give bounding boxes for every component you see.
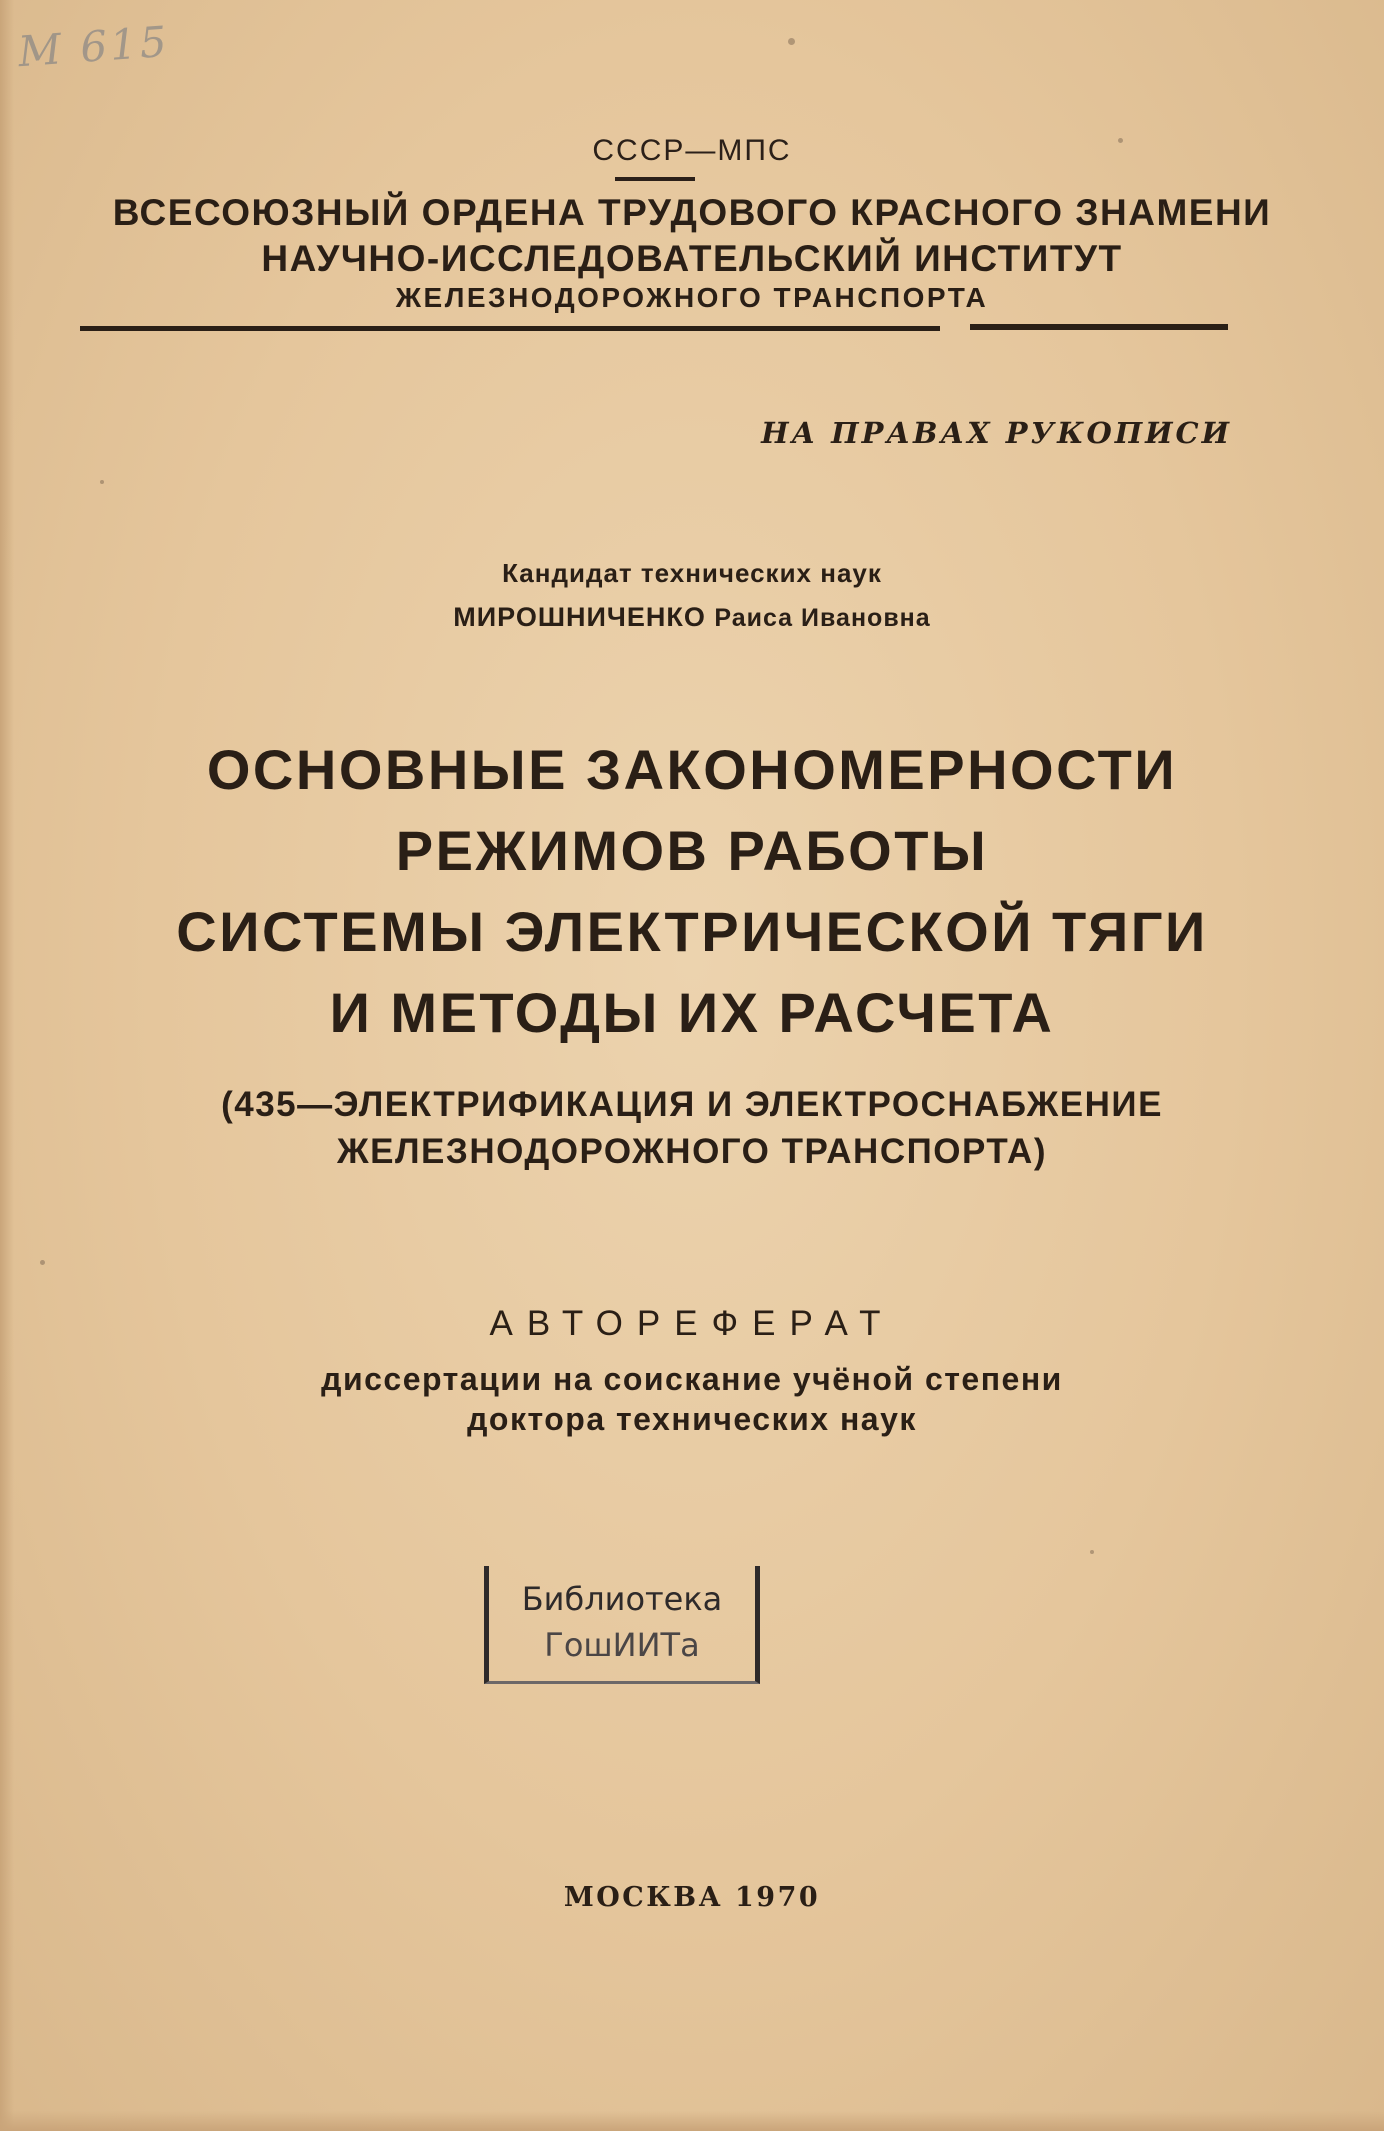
paper-speck <box>100 480 104 484</box>
manuscript-rights-note: НА ПРАВАХ РУКОПИСИ <box>761 416 1232 450</box>
author-name <box>0 602 1384 633</box>
institute-name-line-1: ВСЕСОЮЗНЫЙ ОРДЕНА ТРУДОВОГО КРАСНОГО ЗНАМЕНИ <box>112 192 1272 233</box>
author-degree: Кандидат технических наук <box>502 558 882 588</box>
page-edge-shadow <box>0 0 14 2131</box>
abstract-label: АВТОРЕФЕРАТ <box>489 1304 895 1343</box>
publication-place-year: МОСКВА 1970 <box>563 1882 821 1913</box>
author-surname: МИРОШНИЧЕНКО <box>453 602 706 632</box>
ministry-header: СССР—МПС <box>592 134 792 167</box>
paper-speck <box>40 1260 45 1265</box>
header-rule-right <box>970 324 1228 330</box>
handwritten-note: M 615 <box>16 16 172 77</box>
dissertation-line-2: доктора технических наук <box>467 1401 917 1437</box>
header-rule-left <box>80 326 940 331</box>
title-line-1: ОСНОВНЫЕ ЗАКОНОМЕРНОСТИ <box>206 738 1178 801</box>
library-stamp <box>484 1566 760 1684</box>
paper-speck <box>1118 138 1123 143</box>
specialty-line-2: ЖЕЛЕЗНОДОРОЖНОГО ТРАНСПОРТА) <box>337 1132 1047 1171</box>
title-line-4: И МЕТОДЫ ИХ РАСЧЕТА <box>329 981 1055 1044</box>
paper-speck <box>1090 1550 1094 1554</box>
stamp-line-1: Библиотека <box>521 1580 723 1618</box>
institute-name-line-3: ЖЕЛЕЗНОДОРОЖНОГО ТРАНСПОРТА <box>395 282 989 313</box>
page-bottom-shadow <box>0 2111 1384 2131</box>
paper-speck <box>788 38 795 45</box>
institute-name-line-2: НАУЧНО-ИССЛЕДОВАТЕЛЬСКИЙ ИНСТИТУТ <box>261 238 1123 279</box>
title-line-3: СИСТЕМЫ ЭЛЕКТРИЧЕСКОЙ ТЯГИ <box>176 900 1208 963</box>
stamp-line-2: ГошИИТа <box>544 1626 700 1664</box>
title-line-2: РЕЖИМОВ РАБОТЫ <box>395 819 989 882</box>
dissertation-line-1: диссертации на соискание учёной степени <box>321 1361 1063 1397</box>
specialty-line-1: (435—ЭЛЕКТРИФИКАЦИЯ И ЭЛЕКТРОСНАБЖЕНИЕ <box>221 1085 1163 1124</box>
header-short-rule <box>615 177 695 181</box>
author-given-names: Раиса Ивановна <box>714 604 931 632</box>
